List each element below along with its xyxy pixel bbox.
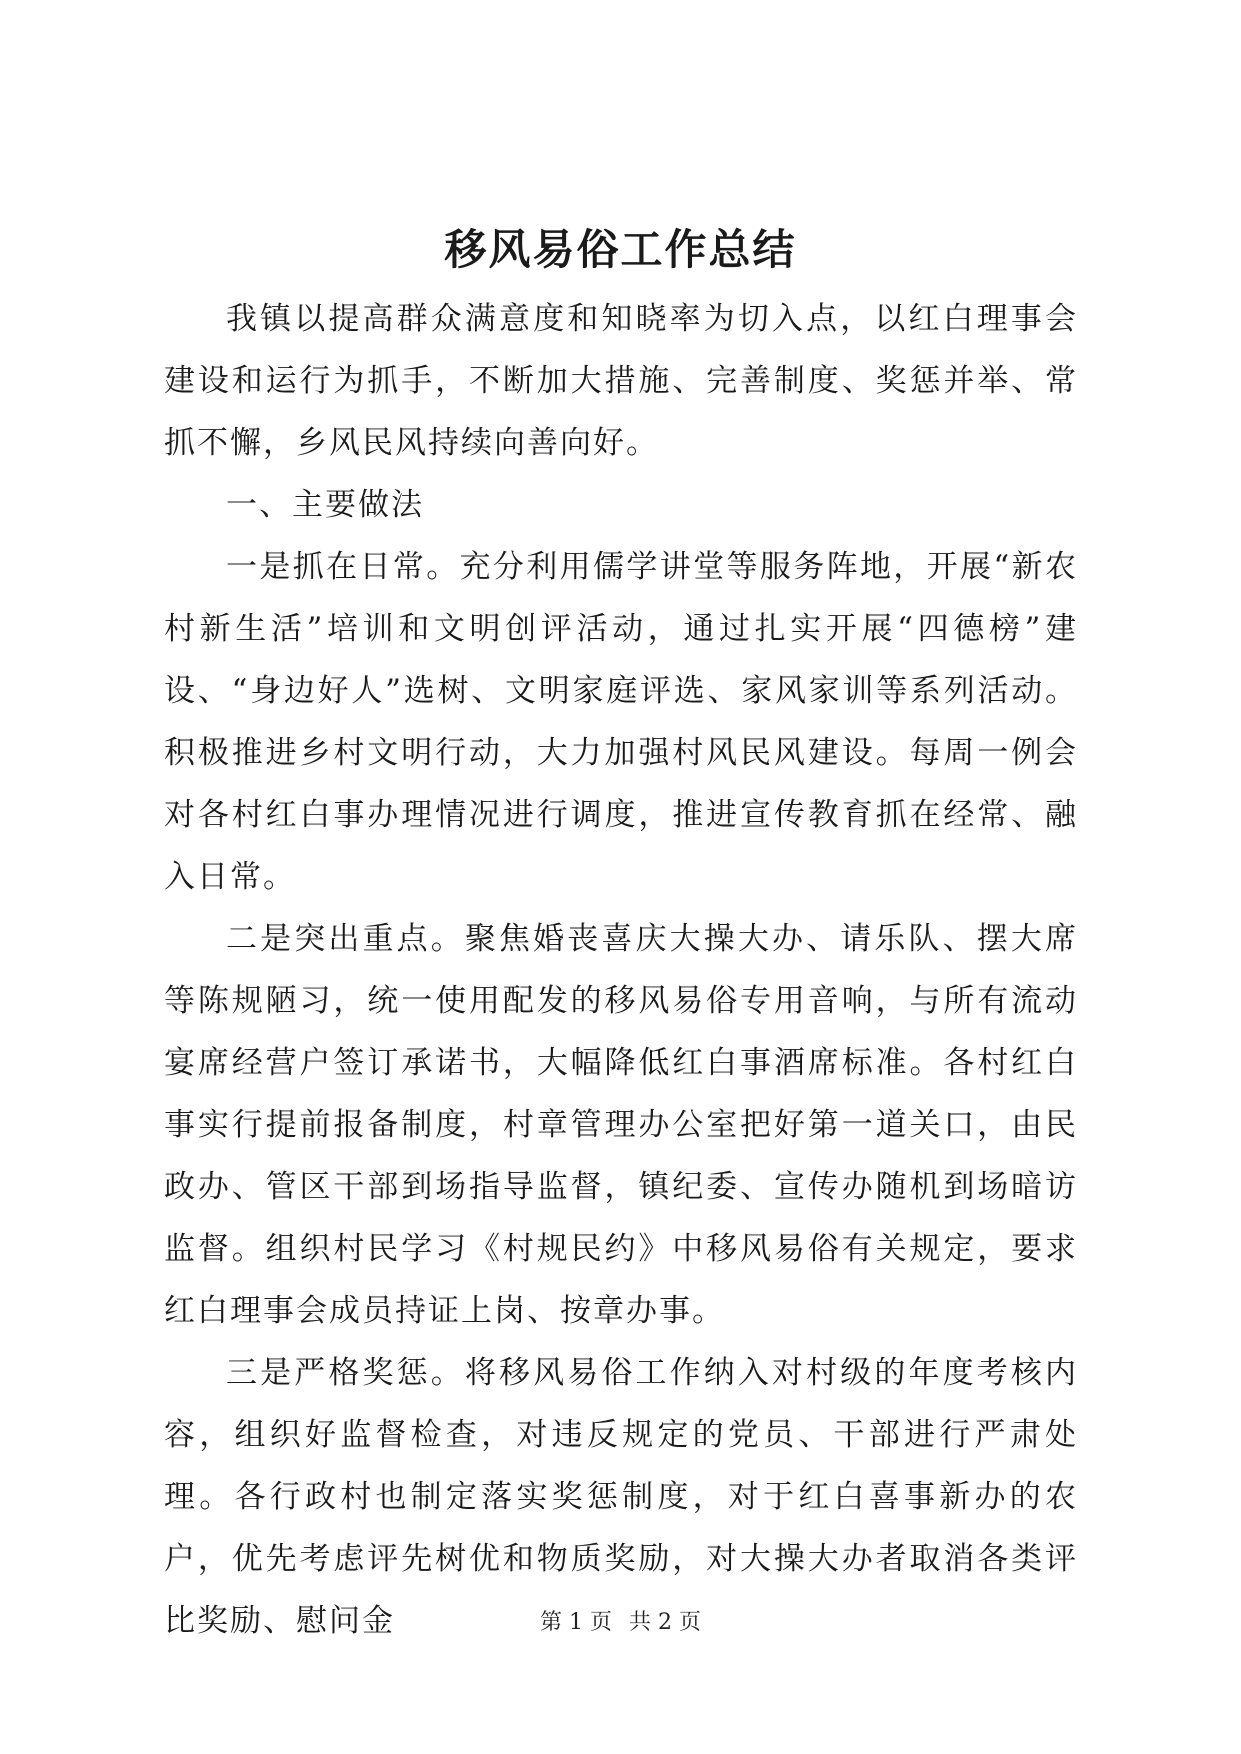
paragraph-focus: 二是突出重点。聚焦婚丧喜庆大操大办、请乐队、摆大席等陈规陋习，统一使用配发的移风易俗专用音响，与所有流动宴席经营户签订承诺书，大幅降低红白事酒席标准。各村红白事实行提前报备制度，村章管理办公室把好第一道关口，由民政办、管区干部到场指导监督，镇纪委、宣传办随机到场暗访监督。组织村民学习《村规民约》中移风易俗有关规定，要求红白理事会成员持证上岗、按章办事。 (164, 921, 1078, 1329)
page-footer (0, 1608, 1241, 1638)
page-number-current: 第 1 页 (540, 1610, 612, 1635)
paragraph-daily: 一是抓在日常。充分利用儒学讲堂等服务阵地，开展“新农村新生活”培训和文明创评活动，通过扎实开展“四德榜”建设、“身边好人”选树、文明家庭评选、家风家训等系列活动。积极推进乡村文明行动，大力加强村风民风建设。每周一例会对各村红白事办理情况进行调度，推进宣传教育抓在经常、融入日常。 (164, 549, 1078, 895)
paragraph-rewards: 三是严格奖惩。将移风易俗工作纳入对村级的年度考核内容，组织好监督检查，对违反规定的党员、干部进行严肃处理。各行政村也制定落实奖惩制度，对于红白喜事新办的农户，优先考虑评先树优和物质奖励，对大操大办者取消各类评比奖励、慰问金 (164, 1355, 1078, 1639)
document-body (164, 288, 1078, 1652)
section-heading-main-practices: 一、主要做法 (226, 487, 424, 523)
paragraph-intro: 我镇以提高群众满意度和知晓率为切入点，以红白理事会建设和运行为抓手，不断加大措施、完善制度、奖惩并举、常抓不懈，乡风民风持续向善向好。 (164, 301, 1078, 461)
page-number-total: 共 2 页 (629, 1610, 701, 1635)
document-title: 移风易俗工作总结 (444, 225, 797, 274)
